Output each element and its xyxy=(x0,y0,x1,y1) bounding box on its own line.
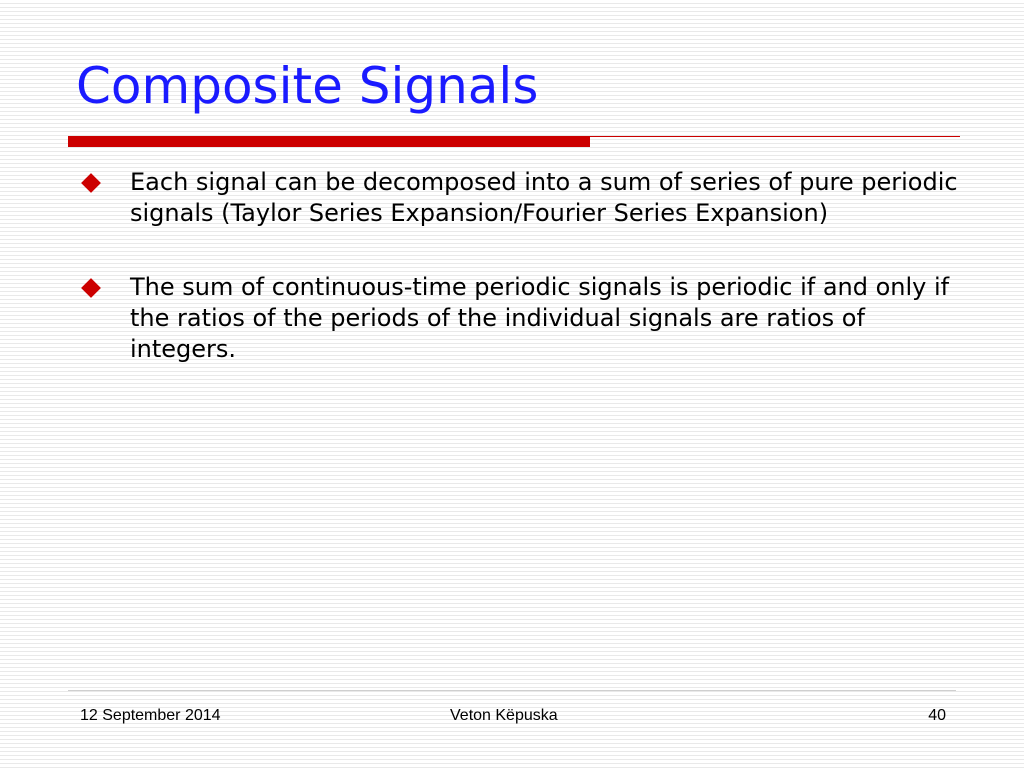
bullet-item xyxy=(80,167,960,229)
bullet-text: The sum of continuous-time periodic signals is periodic if and only if the ratios of the periods of the individual signals are ratios of integers. xyxy=(130,273,950,363)
footer-divider xyxy=(68,690,956,691)
bullet-item xyxy=(80,272,960,365)
bullet-text: Each signal can be decomposed into a sum of series of pure periodic signals (Taylor Series Expansion/Fourier Series Expansion) xyxy=(130,168,958,227)
bullet-list xyxy=(80,167,960,408)
title-underline-thick xyxy=(68,136,590,147)
title-underline-thin xyxy=(590,136,960,137)
footer-author: Veton Këpuska xyxy=(450,707,558,724)
footer-date: 12 September 2014 xyxy=(80,707,221,724)
slide-number: 40 xyxy=(928,707,946,724)
slide-title: Composite Signals xyxy=(76,57,539,115)
diamond-bullet-icon xyxy=(81,278,101,298)
diamond-bullet-icon xyxy=(81,173,101,193)
